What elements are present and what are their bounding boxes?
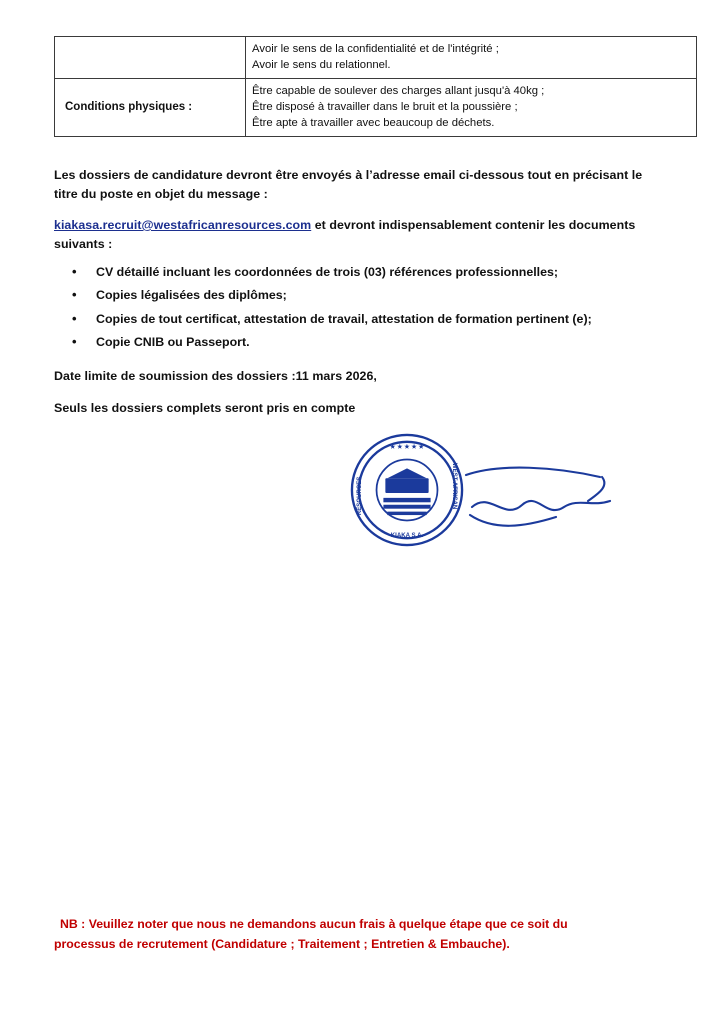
nb-line-2: processus de recrutement (Candidature ; Traitement ; Entretien & Embauche). <box>54 936 510 951</box>
svg-text:WEST AFRICAN: WEST AFRICAN <box>451 462 459 510</box>
stamp-and-signature <box>330 425 630 565</box>
complete-files-note: Seuls les dossiers complets seront pris en compte <box>54 401 356 415</box>
table-cell-line: Avoir le sens du relationnel. <box>252 59 391 72</box>
table-row <box>55 79 697 137</box>
svg-text:★ ★ ★ ★ ★: ★ ★ ★ ★ ★ <box>390 443 424 451</box>
requirements-table <box>54 36 697 137</box>
svg-text:KIAKA S.A.: KIAKA S.A. <box>390 532 424 540</box>
list-item: • Copies de tout certificat, attestation de travail, attestation de formation pertinent (e); <box>54 313 674 325</box>
table-cell-label <box>55 37 246 79</box>
table-row <box>55 37 697 79</box>
list-item: • Copie CNIB ou Passeport. <box>54 336 674 348</box>
signature <box>460 461 620 547</box>
intro-paragraph: Les dossiers de candidature devront être envoyés à l’adresse email ci-dessous tout en précisant le titre du poste en objet du message : <box>54 168 643 202</box>
email-paragraph <box>54 216 666 254</box>
table-cell-line: Avoir le sens de la confidentialité et de l'intégrité ; <box>252 43 499 55</box>
email-link[interactable]: kiakasa.recruit@westafricanresources.com <box>54 218 312 232</box>
table-cell-label: Conditions physiques : <box>55 79 246 137</box>
table-cell-line: Être apte à travailler avec beaucoup de déchets. <box>252 117 495 130</box>
table-cell-line: Être capable de soulever des charges allant jusqu'à 40kg ; <box>252 85 545 98</box>
deadline-text: Date limite de soumission des dossiers :11 mars 2026, <box>54 369 377 383</box>
email-suffix-text: et devront indispensablement contenir les documents suivants : <box>54 218 636 252</box>
table-cell-values <box>246 37 697 79</box>
list-item: • Copies légalisées des diplômes; <box>54 289 674 301</box>
nb-line-1: NB : Veuillez noter que nous ne demandons aucun frais à quelque étape que ce soit du <box>60 917 568 931</box>
table-cell-values <box>246 79 697 137</box>
table-cell-line: Être disposé à travailler dans le bruit et la poussière ; <box>252 101 518 114</box>
list-item: • CV détaillé incluant les coordonnées de trois (03) références professionnelles; <box>54 266 674 278</box>
nb-warning <box>54 915 690 954</box>
company-stamp-icon <box>348 431 466 549</box>
svg-text:RESOURCES: RESOURCES <box>355 476 363 516</box>
documents-list <box>54 266 674 360</box>
